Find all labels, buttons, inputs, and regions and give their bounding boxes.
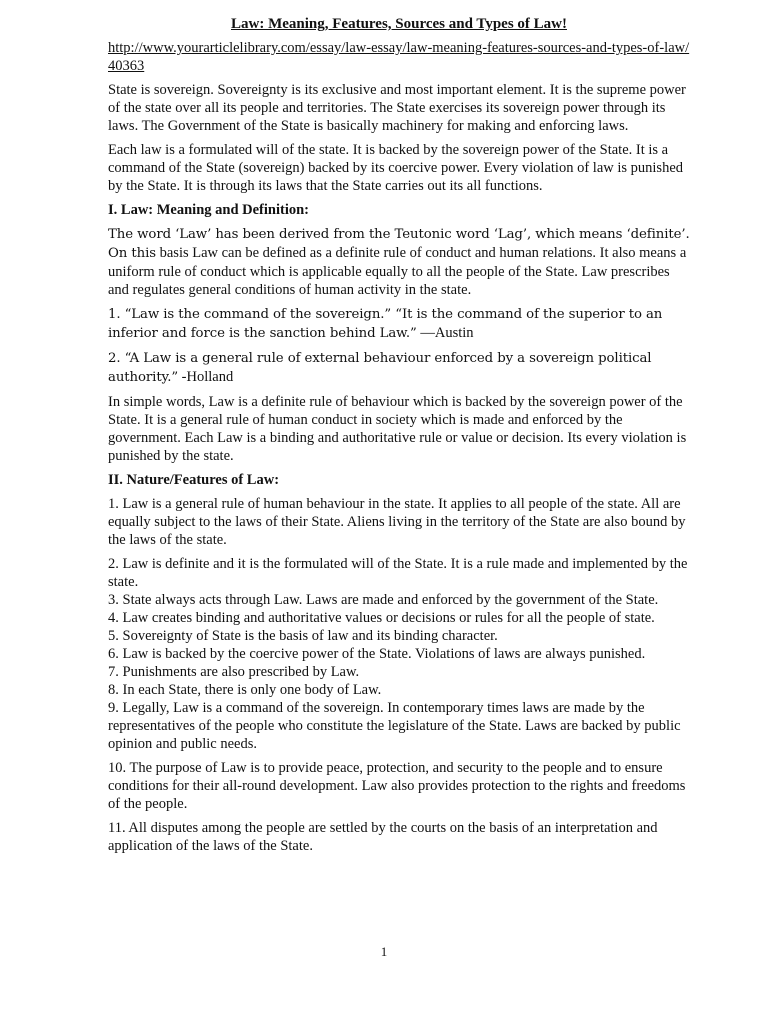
meaning-paragraph-rest: basis Law can be defined as a definite rule of conduct and human relations. It also means a uniform rule of conduct which is applicable equally to all the people of the State. Law prescribes and regulates general conditions of human activity in the state.: [108, 245, 687, 298]
source-url-link[interactable]: http://www.yourarticlelibrary.com/essay/law-essay/law-meaning-features-sources-and-types-of-law/40363: [108, 40, 690, 74]
feature-item-3: 3. State always acts through Law. Laws are made and enforced by the government of the State.: [108, 592, 659, 608]
feature-item-9: 9. Legally, Law is a command of the sovereign. In contemporary times laws are made by the representatives of the people who constitute the legislature of the State. Laws are backed by public opinion and public needs.: [108, 700, 681, 752]
definition-holland-author: -Holland: [178, 369, 234, 385]
feature-item-10: 10. The purpose of Law is to provide peace, protection, and security to the people and to ensure conditions for their all-round development. Law also provides protection to the rights and freedoms of the people.: [108, 760, 686, 812]
page-number: 1: [380, 944, 388, 959]
definition-holland: [108, 349, 690, 387]
definition-austin-quote: 1. “Law is the command of the sovereign.” “It is the command of the superior to an inferior and force is the sanction behind Law.”: [108, 307, 663, 341]
definition-holland-quote: 2. “A Law is a general rule of external behaviour enforced by a sovereign political authority.”: [108, 351, 652, 385]
feature-item-11: 11. All disputes among the people are settled by the courts on the basis of an interpretation and application of the laws of the State.: [108, 820, 658, 854]
feature-item-6: 6. Law is backed by the coercive power of the State. Violations of laws are always punished.: [108, 646, 646, 662]
summary-paragraph: In simple words, Law is a definite rule of behaviour which is backed by the sovereign power of the State. It is a general rule of human conduct in society which is made and enforced by the government. Each Law is a binding and authoritative rule or value or decision. Its every violation is punished by the state.: [108, 394, 687, 464]
section-heading-features: II. Nature/Features of Law:: [108, 472, 280, 488]
definition-austin: [108, 305, 690, 343]
feature-list-block: [108, 555, 690, 753]
definition-austin-author: —Austin: [416, 325, 474, 341]
feature-item-1: 1. Law is a general rule of human behaviour in the state. It applies to all people of the state. All are equally subject to the laws of their State. Aliens living in the territory of the State are also bound by the laws of the state.: [108, 496, 686, 548]
section-heading-meaning: I. Law: Meaning and Definition:: [108, 202, 310, 218]
intro-paragraph-2: Each law is a formulated will of the state. It is backed by the sovereign power of the State. It is a command of the State (sovereign) backed by its coercive power. Every violation of law is punished by the State. It is through its laws that the State carries out its all functions.: [108, 142, 684, 194]
meaning-paragraph: [108, 225, 690, 299]
feature-item-7: 7. Punishments are also prescribed by Law.: [108, 664, 360, 680]
feature-item-8: 8. In each State, there is only one body of Law.: [108, 682, 382, 698]
document-title: Law: Meaning, Features, Sources and Types of Law!: [231, 16, 567, 32]
meaning-paragraph-lead: The word ‘Law’ has been derived from the Teutonic word ‘Lag’, which means ‘definite’. On this: [108, 227, 690, 261]
intro-paragraph-1: State is sovereign. Sovereignty is its exclusive and most important element. It is the supreme power of the state over all its people and territories. The State exercises its sovereign power through its laws. The Government of the State is basically machinery for making and enforcing laws.: [108, 82, 686, 134]
feature-item-5: 5. Sovereignty of State is the basis of law and its binding character.: [108, 628, 498, 644]
feature-item-2: 2. Law is definite and it is the formulated will of the State. It is a rule made and implemented by the state.: [108, 556, 688, 590]
feature-item-4: 4. Law creates binding and authoritative values or decisions or rules for all the people of state.: [108, 610, 655, 626]
